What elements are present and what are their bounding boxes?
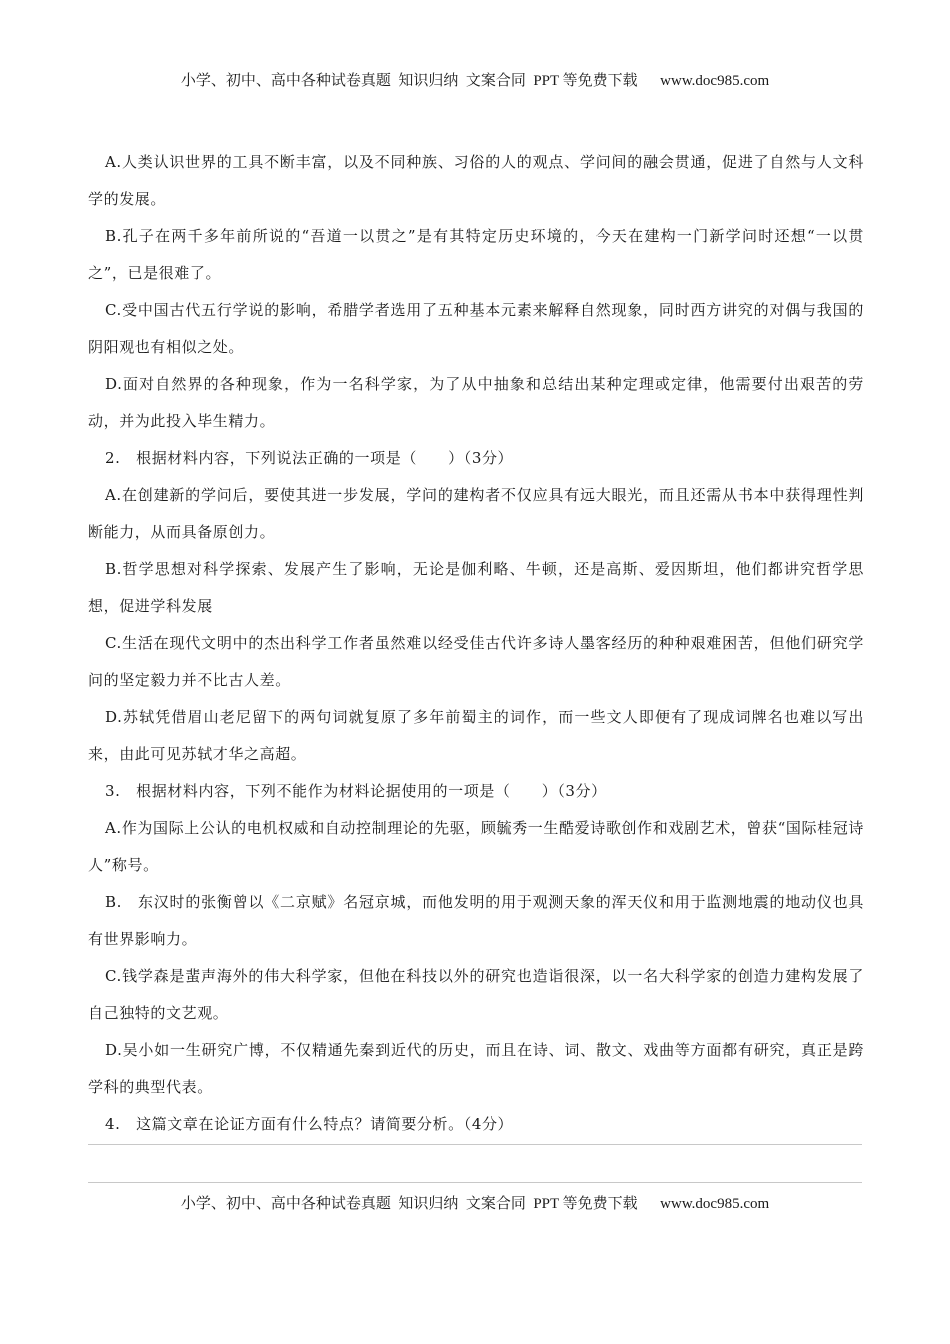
answer-line <box>88 1144 862 1145</box>
q3-option-c: C.钱学森是蜚声海外的伟大科学家，但他在科技以外的研究也造诣很深，以一名大科学家的创造力建构发展了自己独特的文艺观。 <box>88 967 864 1022</box>
q1-option-b: B.孔子在两千多年前所说的“吾道一以贯之”是有其特定历史环境的，今天在建构一门新学问时还想“一以贯之”，已是很难了。 <box>88 227 864 282</box>
q3-option-b: B. 东汉时的张衡曾以《二京赋》名冠京城，而他发明的用于观测天象的浑天仪和用于监测地震的地动仪也具有世界影响力。 <box>88 893 864 948</box>
q2-option-a: A.在创建新的学问后，要使其进一步发展，学问的建构者不仅应具有远大眼光，而且还需从书本中获得理性判断能力，从而具备原创力。 <box>88 486 864 541</box>
page-footer: 小学、初中、高中各种试卷真题 知识归纳 文案合同 PPT 等免费下载 www.doc985.com <box>180 1196 770 1212</box>
question-2: 2. 根据材料内容，下列说法正确的一项是（ ）（3分） <box>105 449 514 467</box>
q3-option-d: D.吴小如一生研究广博，不仅精通先秦到近代的历史，而且在诗、词、散文、戏曲等方面都有研究，真正是跨学科的典型代表。 <box>88 1041 864 1096</box>
footer-divider <box>88 1182 862 1183</box>
document-body <box>88 144 864 1143</box>
q1-option-c: C.受中国古代五行学说的影响，希腊学者选用了五种基本元素来解释自然现象，同时西方讲究的对偶与我国的阴阳观也有相似之处。 <box>88 301 864 356</box>
question-4: 4. 这篇文章在论证方面有什么特点？请简要分析。（4分） <box>105 1115 514 1133</box>
q2-option-c: C.生活在现代文明中的杰出科学工作者虽然难以经受佳古代许多诗人墨客经历的种种艰难困苦，但他们研究学问的坚定毅力并不比古人差。 <box>88 634 864 689</box>
question-3: 3. 根据材料内容，下列不能作为材料论据使用的一项是（ ）（3分） <box>105 782 607 800</box>
q2-option-d: D.苏轼凭借眉山老尼留下的两句词就复原了多年前蜀主的词作，而一些文人即便有了现成词牌名也难以写出来，由此可见苏轼才华之高超。 <box>88 708 864 763</box>
q1-option-a: A.人类认识世界的工具不断丰富，以及不同种族、习俗的人的观点、学问间的融会贯通，促进了自然与人文科学的发展。 <box>88 153 864 208</box>
q1-option-d: D.面对自然界的各种现象，作为一名科学家，为了从中抽象和总结出某种定理或定律，他需要付出艰苦的劳动，并为此投入毕生精力。 <box>88 375 864 430</box>
q2-option-b: B.哲学思想对科学探索、发展产生了影响，无论是伽利略、牛顿，还是高斯、爱因斯坦，他们都讲究哲学思想，促进学科发展 <box>88 560 864 615</box>
page-header: 小学、初中、高中各种试卷真题 知识归纳 文案合同 PPT 等免费下载 www.doc985.com <box>180 73 770 89</box>
q3-option-a: A.作为国际上公认的电机权威和自动控制理论的先驱，顾毓秀一生酷爱诗歌创作和戏剧艺术，曾获“国际桂冠诗人”称号。 <box>88 819 864 874</box>
